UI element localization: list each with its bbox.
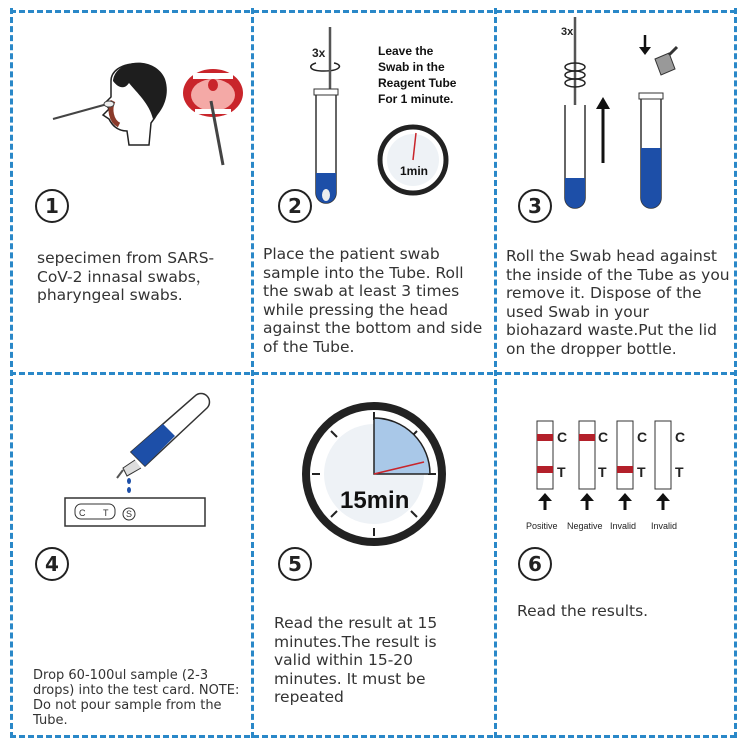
step-2-panel: [254, 13, 493, 371]
svg-text:T: T: [103, 508, 109, 518]
swab-stick-icon: [53, 103, 111, 119]
dropper-cap-icon: [655, 47, 677, 75]
step-6-panel: [497, 376, 733, 734]
svg-text:Positive: Positive: [526, 521, 558, 531]
remove-swab-illustration: [497, 13, 731, 213]
positive-strip-icon: [526, 421, 567, 531]
closed-tube-icon: [639, 93, 663, 208]
drop-sample-illustration: [13, 376, 243, 546]
step-1-instruction: sepecimen from SARS-CoV-2 innasal swabs， pharyngeal swabs.: [37, 249, 215, 304]
svg-text:T: T: [557, 464, 566, 480]
test-card-icon: [65, 498, 205, 526]
svg-text:For 1 minute.: For 1 minute.: [378, 92, 454, 106]
up-arrow-icon: [596, 97, 610, 163]
down-arrow-icon: [639, 35, 651, 55]
negative-strip-icon: [567, 421, 608, 531]
tube-rolling-illustration: [254, 13, 490, 213]
svg-text:C: C: [79, 508, 86, 518]
nasal-swab-illustration: [33, 53, 250, 183]
leave-note: [378, 44, 457, 106]
result-strips-illustration: [497, 376, 731, 546]
svg-text:1min: 1min: [400, 164, 429, 178]
svg-text:Reagent Tube: Reagent Tube: [378, 76, 457, 90]
svg-text:T: T: [675, 464, 684, 480]
fifteen-minute-timer-illustration: [254, 376, 490, 546]
reagent-tube-icon: [565, 105, 585, 208]
invalid-blank-strip-icon: [651, 421, 685, 531]
step-3-instruction: Roll the Swab head against the inside of the Tube as you remove it. Dispose of the used Swab in your biohazard waste.Put the lid on the dropper bottle.: [506, 247, 730, 358]
invalid-strip-icon: [610, 421, 647, 531]
svg-text:Invalid: Invalid: [610, 521, 637, 531]
reagent-tube-icon: [314, 89, 338, 203]
svg-text:C: C: [637, 429, 648, 445]
svg-text:S: S: [126, 509, 133, 519]
step-number-badge: 6: [518, 547, 552, 581]
timer-15min-icon: [306, 406, 442, 542]
grid-line: [10, 735, 736, 738]
svg-text:T: T: [637, 464, 646, 480]
svg-text:Leave the: Leave the: [378, 44, 434, 58]
svg-text:C: C: [675, 429, 686, 445]
svg-text:C: C: [557, 429, 568, 445]
step-4-instruction: Drop 60-100ul sample (2-3 drops) into the test card. NOTE: Do not pour sample from the Tube.: [33, 668, 240, 728]
step-number-badge: 1: [35, 189, 69, 223]
step-number-badge: 4: [35, 547, 69, 581]
step-2-instruction: Place the patient swab sample into the Tube. Roll the swab at least 3 times while pressing the head against the bottom and side of the Tube.: [263, 245, 483, 356]
one-minute-timer-icon: [380, 127, 446, 193]
step-number-badge: 2: [278, 189, 312, 223]
rotation-count-label: 3x: [561, 26, 574, 38]
step-number-badge: 3: [518, 189, 552, 223]
step-1-panel: [13, 13, 250, 371]
svg-text:C: C: [598, 429, 609, 445]
sample-drops-icon: [127, 478, 131, 493]
svg-text:Swab in the: Swab in the: [378, 60, 445, 74]
svg-text:Invalid: Invalid: [651, 521, 678, 531]
step-3-panel: [497, 13, 733, 371]
svg-text:15min: 15min: [340, 487, 410, 514]
svg-text:Negative: Negative: [567, 521, 603, 531]
step-6-instruction: Read the results.: [517, 602, 649, 620]
grid-line: [10, 372, 736, 375]
step-5-instruction: Read the result at 15 minutes.The result is valid within 15-20 minutes. It must be repeated: [274, 614, 438, 706]
dropper-bottle-icon: [117, 394, 209, 478]
step-4-panel: [13, 376, 250, 734]
step-number-badge: 5: [278, 547, 312, 581]
svg-text:T: T: [598, 464, 607, 480]
rotation-count-label: 3x: [312, 46, 326, 60]
step-5-panel: [254, 376, 493, 734]
